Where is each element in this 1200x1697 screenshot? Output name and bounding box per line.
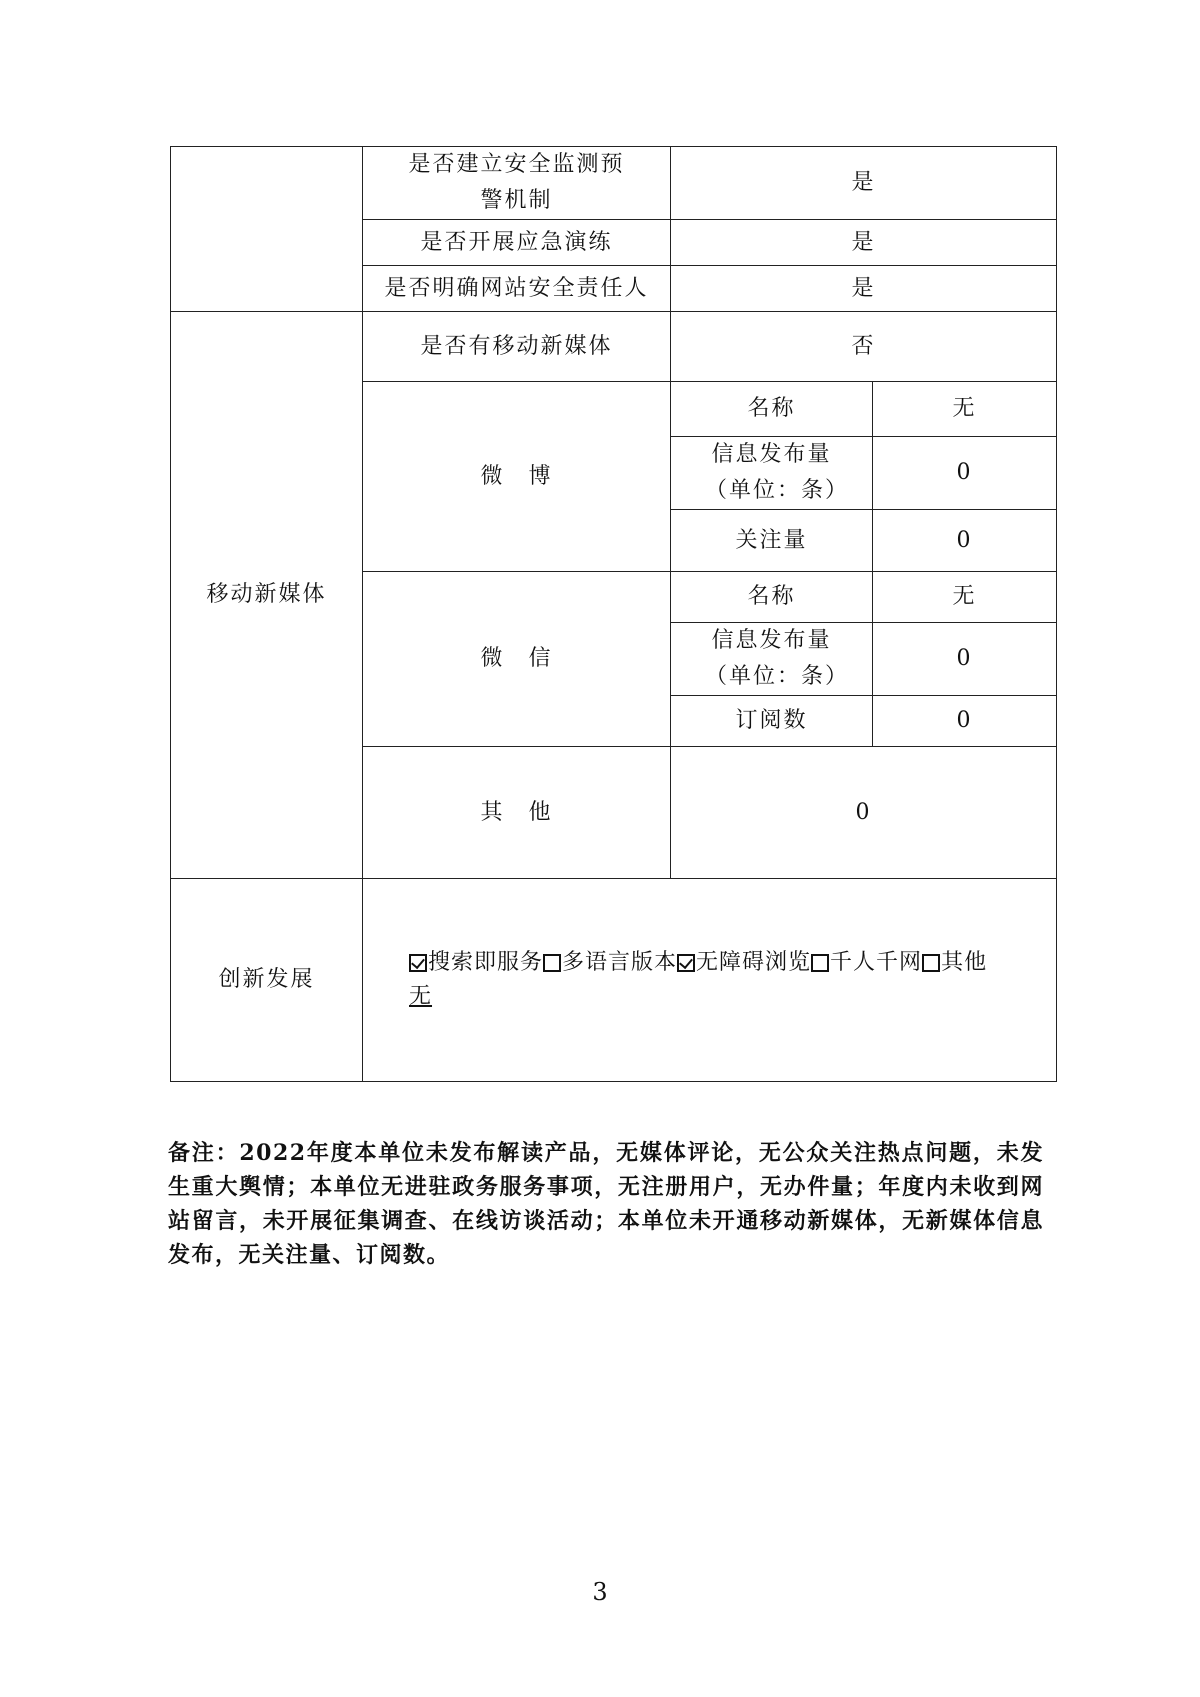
has-mobile-value: 否 — [671, 312, 1057, 382]
option-multilingual[interactable] — [543, 945, 677, 981]
checkbox-icon[interactable] — [922, 954, 940, 972]
wechat-name-label: 名称 — [671, 572, 873, 623]
weibo-follow-label: 关注量 — [671, 510, 873, 572]
has-mobile-label: 是否有移动新媒体 — [363, 312, 671, 382]
wechat-subscribe-value: 0 — [873, 696, 1057, 747]
wechat-label: 微 信 — [363, 572, 671, 747]
option-accessible-browsing[interactable] — [677, 945, 811, 981]
security-item-label: 是否明确网站安全责任人 — [363, 266, 671, 312]
weibo-label: 微 博 — [363, 382, 671, 572]
option-search-service[interactable] — [409, 945, 543, 981]
weibo-follow-value: 0 — [873, 510, 1057, 572]
innovation-category-label: 创新发展 — [171, 879, 363, 1082]
wechat-subscribe-label: 订阅数 — [671, 696, 873, 747]
option-label: 其他 — [941, 950, 988, 975]
security-item-value: 是 — [671, 220, 1057, 266]
other-media-label: 其 他 — [363, 747, 671, 879]
option-label: 多语言版本 — [562, 950, 678, 975]
table-row — [171, 879, 1057, 1082]
remark-paragraph: 备注：2022年度本单位未发布解读产品，无媒体评论，无公众关注热点问题，未发生重大舆情；本单位无进驻政务服务事项，无注册用户，无办件量；年度内未收到网站留言，未开展征集调查、在线访谈活动；本单位未开通移动新媒体，无新媒体信息发布，无关注量、订阅数。 — [168, 1140, 1044, 1268]
option-other[interactable] — [922, 945, 987, 981]
security-category-cell — [171, 147, 363, 312]
report-table — [170, 146, 1057, 1082]
other-media-value: 0 — [671, 747, 1057, 879]
other-value-text: 无 — [409, 984, 433, 1009]
innovation-options — [409, 945, 1046, 981]
checkbox-icon[interactable] — [409, 954, 427, 972]
page-number: 3 — [592, 1578, 608, 1606]
weibo-name-value: 无 — [873, 382, 1057, 437]
security-item-value: 是 — [671, 266, 1057, 312]
option-label: 无障碍浏览 — [696, 950, 812, 975]
option-label: 千人千网 — [830, 950, 923, 975]
innovation-options-cell — [363, 879, 1057, 1082]
table-row — [171, 147, 1057, 220]
checkbox-icon[interactable] — [677, 954, 695, 972]
security-item-value: 是 — [671, 147, 1057, 220]
wechat-name-value: 无 — [873, 572, 1057, 623]
security-item-label: 是否建立安全监测预警机制 — [363, 147, 671, 220]
wechat-info-value: 0 — [873, 623, 1057, 696]
checkbox-icon[interactable] — [811, 954, 829, 972]
wechat-info-label: 信息发布量（单位：条） — [671, 623, 873, 696]
option-label: 搜索即服务 — [428, 950, 544, 975]
weibo-name-label: 名称 — [671, 382, 873, 437]
weibo-info-value: 0 — [873, 437, 1057, 510]
mobile-category-label: 移动新媒体 — [171, 312, 363, 879]
weibo-info-label: 信息发布量（单位：条） — [671, 437, 873, 510]
option-personalized[interactable] — [811, 945, 922, 981]
security-item-label: 是否开展应急演练 — [363, 220, 671, 266]
table-row — [171, 312, 1057, 382]
checkbox-icon[interactable] — [543, 954, 561, 972]
